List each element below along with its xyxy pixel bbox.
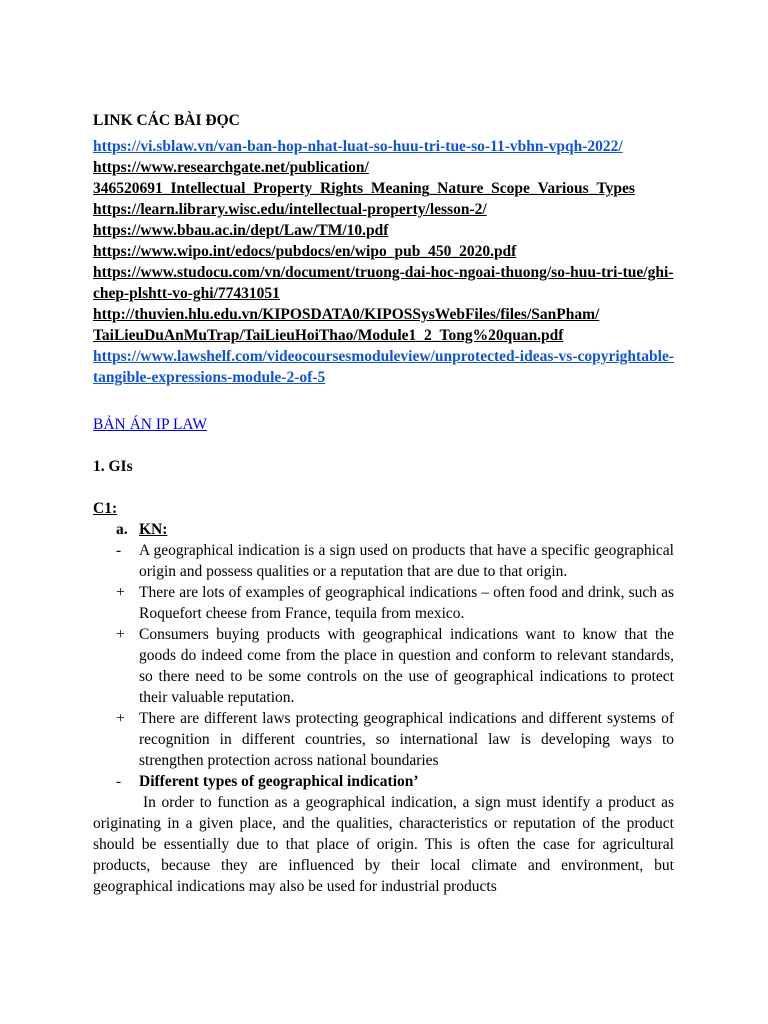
- reading-links-heading: LINK CÁC BÀI ĐỌC: [93, 112, 240, 129]
- link-wisc-library[interactable]: https://learn.library.wisc.edu/intellectual-property/lesson-2/: [93, 201, 487, 218]
- list-item: [93, 540, 674, 582]
- section-title: 1. GIs: [93, 458, 133, 475]
- list-item: [93, 624, 674, 708]
- types-item: [93, 771, 674, 792]
- link-researchgate[interactable]: https://www.researchgate.net/publication/: [93, 159, 369, 176]
- link-studocu[interactable]: https://www.studocu.com/vn/document/truong-dai-hoc-ngoai-thuong/so-huu-tri-tue/ghi-chep-plshtt-vo-ghi/77431051: [93, 264, 674, 302]
- list-marker: +: [116, 584, 125, 601]
- list-item-text: A geographical indication is a sign used on products that have a specific geographical origin and possess qualities or a reputation that are due to that origin.: [139, 542, 674, 580]
- c1-title: C1:: [93, 500, 118, 517]
- reading-links-list: [93, 136, 674, 388]
- list-item-text: There are lots of examples of geographical indications – often food and drink, such as Roquefort cheese from France, tequila from mexico.: [139, 584, 674, 622]
- link-lawshelf[interactable]: https://www.lawshelf.com/videocoursesmoduleview/unprotected-ideas-vs-copyrightable-tangible-expressions-module-2-of-5: [93, 348, 674, 386]
- list-item-text: There are different laws protecting geographical indications and different systems of recognition in different countries, so international law is developing ways to strengthen protection across national boundaries: [139, 710, 674, 769]
- list-item: [93, 582, 674, 624]
- list-marker: -: [116, 773, 122, 790]
- link-thuvien-hlu-path[interactable]: TaiLieuDuAnMuTrap/TaiLieuHoiThao/Module1_2_Tong%20quan.pdf: [93, 327, 564, 344]
- list-item: [93, 708, 674, 771]
- link-wipo[interactable]: https://www.wipo.int/edocs/pubdocs/en/wipo_pub_450_2020.pdf: [93, 243, 517, 260]
- list-marker: a.: [116, 521, 128, 538]
- kn-item: [93, 519, 674, 540]
- kn-label: KN:: [139, 521, 168, 538]
- list-item-text: Consumers buying products with geographical indications want to know that the goods do indeed come from the place in question and conform to relevant standards, so there need to be some controls on the use of geographical indications to protect their valuable reputation.: [139, 626, 674, 706]
- link-researchgate-path[interactable]: 346520691_Intellectual_Property_Rights_Meaning_Nature_Scope_Various_Types: [93, 180, 635, 197]
- link-bbau[interactable]: https://www.bbau.ac.in/dept/Law/TM/10.pdf: [93, 222, 389, 239]
- link-thuvien-hlu[interactable]: http://thuvien.hlu.edu.vn/KIPOSDATA0/KIPOSSysWebFiles/files/SanPham/: [93, 306, 600, 323]
- body-paragraph: In order to function as a geographical indication, a sign must identify a product as originating in a given place, and the qualities, characteristics or reputation of the product should be essentially due to that place of origin. This is often the case for agricultural products, because they are influenced by their local climate and environment, but geographical indications may also be used for industrial products: [93, 794, 674, 895]
- types-heading: Different types of geographical indication’: [139, 773, 419, 790]
- list-marker: +: [116, 710, 125, 727]
- ban-an-ip-law-link[interactable]: BẢN ÁN IP LAW: [93, 416, 207, 433]
- list-marker: +: [116, 626, 125, 643]
- link-sblaw[interactable]: https://vi.sblaw.vn/van-ban-hop-nhat-luat-so-huu-tri-tue-so-11-vbhn-vpqh-2022/: [93, 138, 623, 155]
- list-marker: -: [116, 542, 122, 559]
